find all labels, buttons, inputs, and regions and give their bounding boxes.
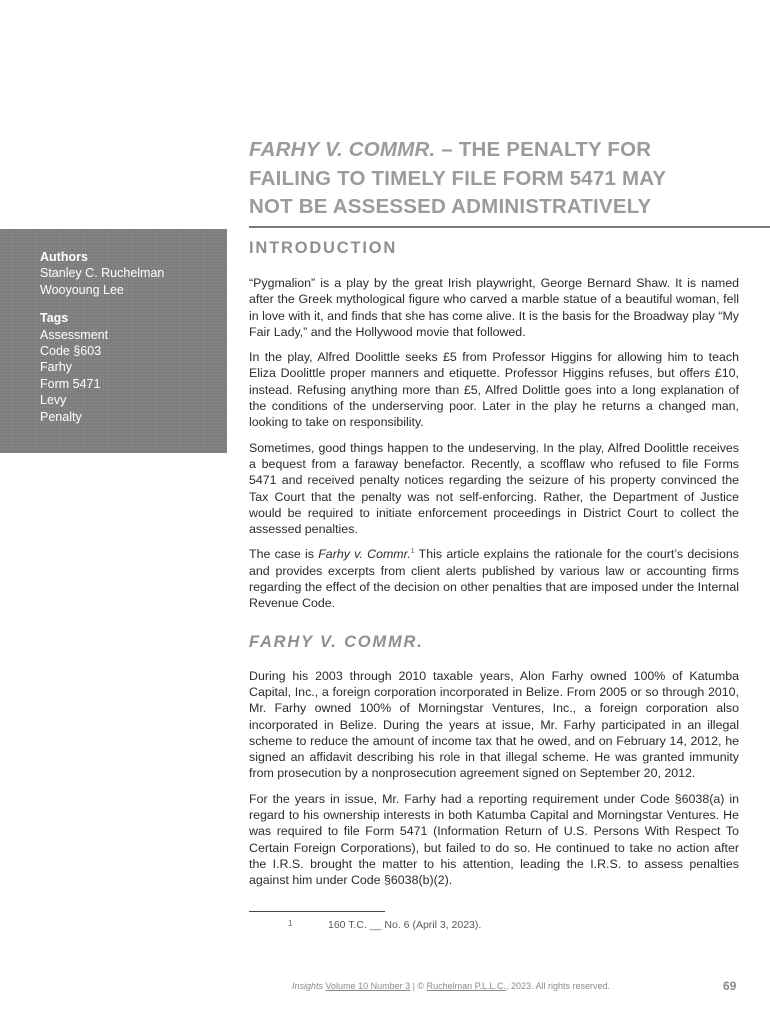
article-sidebar xyxy=(0,229,227,453)
footnote-number: 1 xyxy=(288,919,293,928)
footnote xyxy=(288,919,481,931)
title-divider xyxy=(249,226,770,228)
footnote-divider xyxy=(249,911,385,912)
case-explanation-text: This article explains the rationale for the court’s decisions and provides excerpts from client alerts published by various law or accounting firms regarding the effect of the decision on other penalties that are imposed under the Internal Revenue Code. xyxy=(249,547,739,611)
tag-item: Form 5471 xyxy=(40,376,101,391)
authors-list xyxy=(40,265,227,298)
intro-paragraph-3: Sometimes, good things happen to the undeserving. In the play, Alfred Doolittle receives a bequest from a faraway benefactor. Recently, a scofflaw who refused to file Forms 5471 and received penalty notices regarding the seizure of his property convinced the Tax Court that the penalty was not self-enforcing. Rather, the Department of Justice would be required to initiate enforcement proceedings in District Court to collect the assessed penalties. xyxy=(249,440,739,537)
title-line1-rest: – THE PENALTY FOR xyxy=(435,138,652,161)
footnote-ref[interactable]: 1 xyxy=(410,548,415,556)
intro-paragraph-2: In the play, Alfred Doolittle seeks £5 from Professor Higgins for allowing him to teach Eliza Doolittle proper manners and etiquette. Professor Higgins refuses, but offers £10, instead. Refusing anything more than £5, Alfred Dolittle goes into a long explanation of the conditions of the underserving poor. Later in the play he returns a changed man, looking to take on responsibility. xyxy=(249,350,739,430)
case-name: Farhy v. Commr. xyxy=(318,547,411,562)
tag-item: Levy xyxy=(40,393,67,408)
footer-separator: | © xyxy=(410,981,427,991)
author-name: Wooyoung Lee xyxy=(40,282,124,297)
farhy-paragraph-1: During his 2003 through 2010 taxable years, Alon Farhy owned 100% of Katumba Capital, Inc., a foreign corporation incorporated in Belize. From 2005 or so through 2010, Mr. Farhy owned 100% of Morningstar Ventures, Inc., a foreign corporation also incorporated in Belize. During the years at issue, Mr. Farhy participated in an illegal scheme to reduce the amount of income tax that he owed, and on February 14, 2012, he signed an affidavit describing his role in that illegal scheme. He was granted immunity from prosecution by a nonprosecution agreement signed on September 20, 2012. xyxy=(249,668,739,781)
tags-label: Tags xyxy=(40,311,69,326)
intro-paragraph-4 xyxy=(249,546,739,611)
farhy-heading: FARHY V. COMMR. xyxy=(249,632,424,651)
tag-item: Farhy xyxy=(40,360,72,375)
rights-text: , 2023. All rights reserved. xyxy=(505,981,611,991)
title-line3: NOT BE ASSESSED ADMINISTRATIVELY xyxy=(249,195,652,218)
tag-item: Code §603 xyxy=(40,344,102,359)
tag-item: Assessment xyxy=(40,327,109,342)
firm-link[interactable]: Ruchelman P.L.L.C. xyxy=(426,981,506,991)
case-intro-text: The case is xyxy=(249,547,319,562)
tags-list xyxy=(40,327,227,425)
tag-item: Penalty xyxy=(40,409,82,424)
authors-block xyxy=(40,249,227,298)
farhy-paragraph-2: For the years in issue, Mr. Farhy had a reporting requirement under Code §6038(a) in regard to his ownership interests in both Katumba Capital and Morningstar Ventures. He was required to file Form 5471 (Information Return of U.S. Persons With Respect To Certain Foreign Corporations), but failed to do so. He continued to take no action after the I.R.S. brought the matter to his attention, leading the I.R.S. to assess penalties against him under Code §6038(b)(2). xyxy=(249,791,739,888)
title-case-name: FARHY V. COMMR. xyxy=(249,138,436,161)
tags-block xyxy=(40,310,227,425)
publication-name: Insights xyxy=(292,981,324,991)
volume-link[interactable]: Volume 10 Number 3 xyxy=(325,981,411,991)
title-line2: FAILING TO TIMELY FILE FORM 5471 MAY xyxy=(249,166,667,190)
article-body xyxy=(249,238,739,898)
page-footer xyxy=(292,981,610,991)
authors-label: Authors xyxy=(40,250,88,264)
author-name: Stanley C. Ruchelman xyxy=(40,266,165,281)
intro-paragraph-1: “Pygmalion” is a play by the great Irish playwright, George Bernard Shaw. It is named after the Greek mythological figure who carved a marble statue of a beautiful woman, fell in love with it, and finds that she has come alive. It is the basis for the Broadway play “My Fair Lady,” and the Hollywood movie that followed. xyxy=(249,276,739,339)
intro-heading: INTRODUCTION xyxy=(249,239,398,257)
footnote-text: 160 T.C. __ No. 6 (April 3, 2023). xyxy=(328,919,482,931)
page-number: 69 xyxy=(723,979,737,993)
article-title xyxy=(249,136,749,222)
